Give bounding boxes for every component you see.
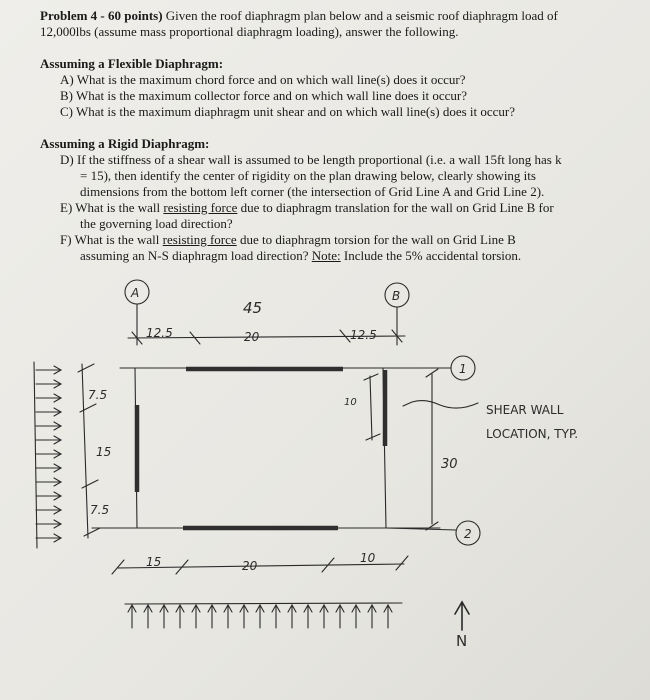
shear-wall-leader bbox=[403, 401, 478, 409]
bottom-load-arrows bbox=[128, 605, 392, 628]
note-location: LOCATION, TYP. bbox=[486, 427, 579, 441]
question-f-text-d: Include the 5% accidental torsion. bbox=[340, 248, 522, 263]
question-e-text-a: E) What is the wall bbox=[60, 200, 164, 215]
flexible-heading: Assuming a Flexible Diaphragm: bbox=[40, 56, 224, 71]
question-f-note-label: Note: bbox=[311, 248, 341, 263]
problem-intro-line-2: 12,000lbs (assume mass proportional diaphragm loading), answer the following. bbox=[40, 24, 459, 39]
question-e-line-2: the governing load direction? bbox=[80, 216, 233, 231]
grid-label-b: B bbox=[392, 289, 401, 303]
question-e-text-b: due to diaphragm translation for the wall on Grid Line B for bbox=[237, 200, 554, 215]
dim-top-right: 12.5 bbox=[350, 328, 377, 342]
dim-top-left: 12.5 bbox=[146, 326, 173, 340]
dim-bottom-right: 10 bbox=[360, 551, 376, 565]
question-f-text-b: due to diaphragm torsion for the wall on Grid Line B bbox=[236, 232, 516, 247]
north-label: N bbox=[456, 632, 468, 650]
question-d-line-1: D) If the stiffness of a shear wall is assumed to be length proportional (i.e. a wall 15ft long has k bbox=[60, 152, 562, 167]
question-e-underline: resisting force bbox=[163, 200, 238, 215]
question-f-text-c: assuming an N-S diaphragm load direction? bbox=[80, 248, 312, 263]
dim-bottom-mid: 20 bbox=[242, 559, 258, 573]
question-f-underline: resisting force bbox=[162, 232, 237, 247]
rigid-heading: Assuming a Rigid Diaphragm: bbox=[40, 136, 210, 151]
problem-title: Problem 4 - 60 points) bbox=[40, 8, 163, 23]
dim-top-total: 45 bbox=[243, 299, 263, 317]
dim-bottom-left: 15 bbox=[146, 555, 162, 569]
dim-right-total: 30 bbox=[441, 457, 458, 472]
grid-label-2: 2 bbox=[464, 527, 472, 541]
north-arrow-icon bbox=[455, 602, 469, 630]
dim-top-mid: 20 bbox=[244, 330, 260, 344]
dim-right-wall: 10 bbox=[344, 397, 357, 408]
question-f-text-a: F) What is the wall bbox=[60, 232, 163, 247]
dim-left-bot: 7.5 bbox=[90, 503, 110, 517]
shear-walls bbox=[137, 369, 385, 528]
question-c: C) What is the maximum diaphragm unit shear and on which wall line(s) does it occur? bbox=[60, 104, 516, 119]
question-d-line-2: = 15), then identify the center of rigidity on the plan drawing below, clearly showing its bbox=[80, 168, 536, 183]
note-shear-wall: SHEAR WALL bbox=[486, 403, 564, 417]
dim-left-mid: 15 bbox=[96, 445, 112, 459]
grid-label-1: 1 bbox=[459, 362, 467, 376]
question-d-line-3: dimensions from the bottom left corner (the intersection of Grid Line A and Grid Line 2). bbox=[80, 184, 545, 199]
problem-intro-text: Given the roof diaphragm plan below and a seismic roof diaphragm load of bbox=[162, 8, 558, 23]
question-b: B) What is the maximum collector force and on which wall line does it occur? bbox=[60, 88, 467, 103]
question-a: A) What is the maximum chord force and on which wall line(s) does it occur? bbox=[60, 72, 466, 87]
left-load-arrows bbox=[36, 366, 61, 542]
grid-label-a: A bbox=[131, 286, 140, 300]
bottom-load-baseline bbox=[125, 603, 402, 604]
left-load-baseline bbox=[34, 362, 37, 548]
right-wall-dimension bbox=[370, 376, 372, 440]
dim-left-top: 7.5 bbox=[88, 388, 108, 402]
